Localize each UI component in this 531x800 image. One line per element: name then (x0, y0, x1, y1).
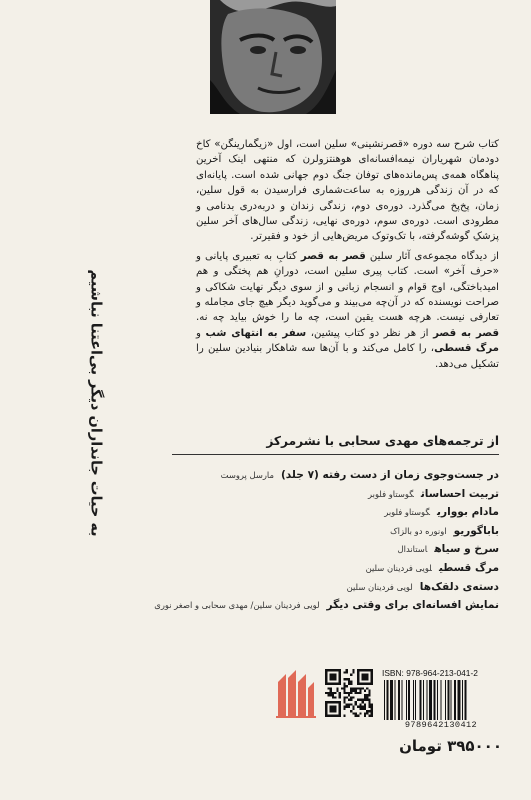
translations-list (150, 464, 499, 613)
list-item: تربیت احساساتگوستاو فلوبر (368, 487, 499, 500)
barcode (382, 680, 500, 720)
barcode-number: 9789642130412 (404, 720, 478, 730)
publisher-logo-icon (274, 666, 318, 720)
list-item: مادام بوواریگوستاو فلوبر (384, 506, 499, 519)
list-item: نمایش افسانه‌ای برای وقتی دیگرلویی فردینان سلین/ مهدی سحابی و اصغر نوری (154, 599, 499, 612)
list-item: مرگ قسطیلویی فردینان سلین (365, 561, 499, 574)
book-description (196, 137, 499, 376)
heading-underline (172, 454, 499, 455)
description-paragraph-1: کتاب شرح سه دوره «قصرنشینی» سلین است، اول «زیگمارینگن» کاخ دودمان شهریاران نیمه‌افسانه‌ای هوهنتزولرن که منتهی اینک آخرین پناهگاه همه‌ی پس‌مانده‌های توفان جنگ دوم جهانی شده است. پایانه‌ای که در آن زندگی هرروزه به ساعت‌شماری فرارسیدن به قول سلین، زمان، پخ‌پخ می‌گذرد. دوره‌ی دوم، زندگی زندان و دربه‌دری بدنامی و مطرودی است. دوره‌ی سوم، دوره‌ی نهایی، زندگی سال‌های آخر سلین پزشکِ گوشه‌گرفته، با تک‌وتوک مریض‌هایی از خود و فقیرتر. (196, 139, 499, 243)
qr-code (325, 669, 373, 717)
list-item: دسته‌ی دلقک‌هالویی فردینان سلین (346, 580, 499, 593)
translations-heading: از ترجمه‌های مهدی سحابی با نشرمرکز (266, 434, 499, 448)
price: ۳۹۵۰۰۰ تومان (399, 737, 502, 755)
author-portrait-image (210, 0, 336, 114)
isbn: ISBN: 978-964-213-041-2 (382, 668, 478, 678)
author-photo (210, 0, 336, 114)
list-item: باباگوریواونوره دو بالزاک (390, 524, 499, 537)
publisher-logo (274, 666, 318, 720)
qr-code-icon (325, 669, 373, 717)
barcode-icon (382, 680, 500, 720)
description-paragraph-2: از دیدگاه مجموعه‌ی آثار سلین قصر به قصر کتابِ به تعبیری پایانی و «حرف آخر» است. کتاب پیری سلین است، دورانِ هم پختگی و هم امیدباختگی، اوج قوام و انسجام زبانی و از سوی دیگر نهایت شکاکی و صراحت نویسنده که در آن‌چه می‌بیند و می‌گوید دیگر هیچ جای مجامله و تعارفی نیست. هرچه هست یقین است، چه ما را خوش بیاید چه نه. قصر به قصر از هر نظر دو کتاب پیشین، سفر به انتهای شب و مرگ قسطی، را کامل می‌کند و با آن‌ها سه شاهکار بنیادین سلین را تشکیل می‌دهد. (196, 250, 499, 370)
list-item: سرخ و سیاهاستاندال (397, 543, 499, 556)
list-item: در جست‌وجوی زمان از دست رفته (۷ جلد)مارسل پروست (220, 469, 499, 481)
vertical-slogan-text: به حیات جانداران دیگر بی‌اعتنا نباشیم (88, 269, 104, 537)
vertical-slogan (82, 208, 110, 598)
